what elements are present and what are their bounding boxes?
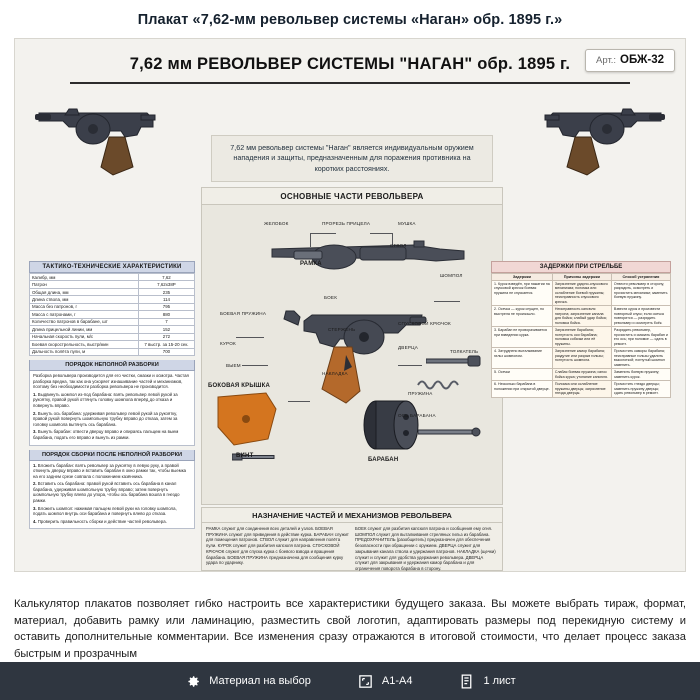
procedure-step: 3. Вынуть барабан: отвести дверцу вправо и опираясь пальцем на выем барабана, подать его вправо и вынуть из рамки. (33, 429, 179, 440)
sheet-icon (458, 673, 475, 690)
spec-value: 7 (138, 318, 194, 325)
side-cover-part (210, 387, 282, 449)
spec-param: Длина прицельной линии, мм (30, 326, 139, 333)
label-bokovaya-kryshka: БОКОВАЯ КРЫШКА (208, 383, 271, 389)
label-baraban: БАРАБАН (368, 457, 399, 463)
procedure-step: 4. Проверить правильность сборки и действие частей револьвера. (33, 518, 167, 524)
label-dvertsa: ДВЕРЦА (398, 345, 418, 350)
label-prorez: ПРОРЕЗЬ ПРИЦЕЛА (322, 221, 371, 226)
spec-value: 114 (138, 296, 194, 303)
pusher-part (426, 355, 482, 367)
malfunction-row (492, 369, 671, 381)
label-boek: БОЕК (324, 295, 338, 300)
footer-label-sheets: 1 лист (483, 675, 516, 687)
label-stvol: СТВОЛ (390, 243, 407, 248)
label-vyem: ВЫЕМ (226, 363, 241, 368)
malfunction-row (492, 327, 671, 348)
spec-param: Длина ствола, мм (30, 296, 139, 303)
spec-param: Масса без патронов, г (30, 303, 139, 310)
spec-param: Количество патронов в барабане, шт (30, 318, 139, 325)
disassembly-heading: ПОРЯДОК НЕПОЛНОЙ РАЗБОРКИ (29, 360, 195, 371)
procedure-step: 1. Выдвинуть шомпол из-под барабана: взять револьвер левой рукой за рукоятку, правой рукой оттянуть головку шомпола вперёд до отказа и повернуть вправо. (33, 391, 178, 409)
left-tables (29, 261, 195, 529)
label-mushka: МУШКА (398, 221, 416, 226)
spec-param: Масса с патронами, г (30, 311, 139, 318)
disassembly-intro: Разборка револьвера производится для его чистки, смазки и осмотра. Частая разборка вредна, так как она ускоряет изнашивание частей и механизмов, поэтому без необходимости разборка револьвера не производится. (33, 373, 189, 390)
malfunction-cell: Слабая боевая пружина; износ бойка курка; утопание капсюля. (552, 369, 611, 381)
malfunction-heading: ЗАДЕРЖКИ ПРИ СТРЕЛЬБЕ (491, 261, 671, 273)
leader-line (242, 365, 268, 366)
spec-param: Боевая скорострельность, выстр/мин (30, 341, 139, 348)
poster-title: 7,62 мм РЕВОЛЬВЕР СИСТЕМЫ "НАГАН" обр. 1895 г. (129, 55, 571, 73)
malfunction-column-header: Причины задержки (552, 274, 611, 281)
malfunction-cell: 5. Осечки (492, 369, 553, 381)
label-sterzhen: СТЕРЖЕНЬ (328, 327, 356, 332)
assembly-heading: ПОРЯДОК СБОРКИ ПОСЛЕ НЕПОЛНОЙ РАЗБОРКИ (29, 450, 195, 461)
spec-row (30, 326, 195, 333)
malfunction-row (492, 381, 671, 397)
spec-row (30, 281, 195, 288)
malfunction-table-wrap (491, 261, 671, 398)
spec-param: Калибр, мм (30, 274, 139, 281)
footer-item-material (184, 673, 311, 690)
spec-value: 880 (138, 311, 194, 318)
leader-line (370, 233, 392, 234)
parts-diagram (202, 205, 502, 477)
label-vint: ВИНТ (236, 453, 254, 459)
footer-bar (0, 662, 700, 700)
label-nakladka: НАКЛАДКА (322, 371, 348, 376)
spec-row (30, 333, 195, 340)
label-boevaya-pruzhina: БОЕВАЯ ПРУЖИНА (220, 311, 267, 316)
spec-value: 7,62 (138, 274, 194, 281)
malfunction-cell: 4. Затруднено выталкивание гильз шомполом. (492, 348, 553, 369)
article-value: ОБЖ-32 (620, 54, 664, 66)
spec-row (30, 311, 195, 318)
malfunction-cell: Отвести револьвер в сторону, разрядить, осмотреть и прочистить механизм; заменить боевую пружину. (611, 281, 670, 306)
spec-param: Дальность полёта пули, м (30, 348, 139, 355)
format-icon (357, 673, 374, 690)
disassembly-body (29, 371, 195, 445)
label-pruzhina: ПРУЖИНА (408, 391, 433, 396)
drum-part (354, 397, 420, 453)
poster-image (14, 38, 686, 572)
spec-row (30, 274, 195, 281)
label-kurok: КУРОК (220, 341, 236, 346)
malfunction-cell: Загрязнение барабана; погнутость оси барабана; поломка собачки или её пружины. (552, 327, 611, 348)
malfunction-cell: Заменить боевую пружину; заменить курок. (611, 369, 670, 381)
description-text: Калькулятор плакатов позволяет гибко настроить все характеристики будущего заказа. Вы можете выбрать тираж, формат, материал, добавить рамку или ламинацию, разместить свой логотип, адаптировать размеры под перекидную систему и оставить дополнительные комментарии. Все изменения сразу отражаются в итоговой стоимости, что делает процесс заказа быстрым и прозрачным (14, 598, 686, 660)
purpose-panel (201, 507, 503, 571)
procedure-step: 2. Вынуть ось барабана: удерживая револьвер левой рукой за рукоятку, правой рукой повернуть шомпольную трубку вправо до отказа, затем за головку шомпола вытянуть ось барабана. (33, 410, 178, 427)
spec-row (30, 348, 195, 355)
malfunction-cell: Загрязнение камор барабана; раздутие или разрыв гильзы; погнутость шомпола. (552, 348, 611, 369)
label-shompol: ШОМПОЛ (440, 273, 463, 278)
purpose-heading: НАЗНАЧЕНИЕ ЧАСТЕЙ И МЕХАНИЗМОВ РЕВОЛЬВЕРА (202, 508, 502, 523)
label-ramka: РАМКА (300, 261, 322, 267)
malfunction-row (492, 306, 671, 327)
footer-item-format (357, 673, 413, 690)
malfunction-row (492, 281, 671, 306)
main-parts-panel (201, 187, 503, 505)
leader-line (310, 233, 311, 247)
axis-part (418, 427, 482, 437)
label-tolkatel: ТОЛКАТЕЛЬ (450, 349, 479, 354)
spec-value: 7,62х38Р (138, 281, 194, 288)
footer-label-material: Материал на выбор (209, 675, 311, 687)
spec-value: 235 (138, 288, 194, 295)
malfunction-cell: Поломка или ослабление пружины дверцы; загрязнение гнезда дверцы. (552, 381, 611, 397)
spec-row (30, 303, 195, 310)
spec-param: Общая длина, мм (30, 288, 139, 295)
leader-line (236, 337, 264, 338)
gear-icon (184, 673, 201, 690)
malfunction-cell: 2. Осечка — курок спущен, но выстрела не произошло. (492, 306, 553, 327)
spec-value: 152 (138, 326, 194, 333)
spec-row (30, 318, 195, 325)
malfunction-cell: Взвести курок и произвести повторный спуск; если осечка повторится — разрядить револьвер и осмотреть боёк. (611, 306, 670, 327)
spec-table (29, 273, 195, 356)
spec-heading: ТАКТИКО-ТЕХНИЧЕСКИЕ ХАРАКТЕРИСТИКИ (29, 261, 195, 273)
malfunction-column-header: Способ устранения (611, 274, 670, 281)
main-parts-heading: ОСНОВНЫЕ ЧАСТИ РЕВОЛЬВЕРА (202, 188, 502, 205)
footer-item-sheets (458, 673, 515, 690)
malfunction-cell: 3. Барабан не проворачивается при взведении курка. (492, 327, 553, 348)
spec-param: Патрон (30, 281, 139, 288)
intro-text: 7,62 мм револьвер системы "Наган" является индивидуальным оружием нападения и защиты, предназначенным для поражения противника на коротких расстояниях. (211, 135, 493, 182)
spec-value: 795 (138, 303, 194, 310)
poster-wrapper (14, 38, 686, 578)
malfunction-row (492, 348, 671, 369)
leader-line (434, 301, 460, 302)
malfunction-cell: 1. Курок взведён, при нажатии на спусковой крючок боевая пружина не спускается. (492, 281, 553, 306)
malfunction-cell: 6. Несколько барабана в положении при открытой дверце. (492, 381, 553, 397)
malfunction-cell: Разрядить револьвер, прочистить и смазать барабан и его ось; при поломке — сдать в ремонт. (611, 327, 670, 348)
procedure-step: 3. Вложить шомпол: нажимая пальцем левой руки на головку шомпола, подать шомпол внутрь оси барабана и повернуть влево до отказа. (33, 505, 177, 517)
purpose-col-2: БОЕК служит для разбития капсюля патрона и сообщения ему огня. ШОМПОЛ служит для выталкивания стреляных гильз из барабана. ПРЕДОХРАНИТЕЛЬ (разобщитель) предназначен для обеспечения безопасности при обращении с оружием. ДВЕРЦА служит для закрывания канала ствола и удержания патронов. НАКЛАДКА (щечки) служит и служит для удобства удержания револьвера. ДВЕРЦА служит для закрывания и удержания камор барабана и для ограничения поворота барабана в сторону. (355, 526, 496, 571)
malfunction-cell: Неисправность капсюля патрона; загрязнение канала для бойка; слабый удар бойка; поломка бойка. (552, 306, 611, 327)
revolver-illustration-right (521, 83, 671, 179)
label-zhelobok: ЖЕЛОБОК (264, 221, 289, 226)
leader-line (288, 401, 310, 402)
spec-value: 272 (138, 333, 194, 340)
malfunction-cell: Прочистить каморы барабана; неисправные гильзы удалить выколоткой; погнутый шомпол заменить. (611, 348, 670, 369)
procedure-step: 1. Вложить барабан: взять револьвер за рукоятку в левую руку, а правой откинуть дверцу вправо и вставить барабан в окно рамки так, чтобы выемка на его заднем срезе совпала с положением казённика. (33, 462, 187, 479)
malfunction-table (491, 273, 671, 398)
revolver-diagram-top (264, 227, 474, 287)
malfunction-cell: Прочистить гнездо дверцы; заменить пружину дверцы; сдать револьвер в ремонт. (611, 381, 670, 397)
article-label: Арт.: (596, 55, 617, 66)
spec-row (30, 296, 195, 303)
malfunction-cell: Загрязнение ударно-спускового механизма; поломка или ослабление боевой пружины; неисправность спускового крючка. (552, 281, 611, 306)
spec-row (30, 341, 195, 348)
spec-row (30, 288, 195, 295)
leader-line (398, 365, 422, 366)
page-title: Плакат «7,62-мм револьвер системы «Наган» обр. 1895 г.» (137, 12, 563, 28)
label-spuskovoy-kryuchok: СПУСКОВОЙ КРЮЧОК (398, 321, 451, 326)
article-badge (585, 49, 675, 72)
purpose-col-1: РАМКА служит для соединения всех деталей и узлов. БОЕВАЯ ПРУЖИНА служит для приведения в действие курка. БАРАБАН служит для помещения патронов. СТВОЛ служит для направления полёта пули. КУРОК служит для разбития капсюля патрона. СПУСКОВОЙ КРЮЧОК служит для спуска курка с боевого взвода и вращения барабана. БОЕВАЯ ПРУЖИНА предназначена для сообщения курку удара по ударнику. (206, 526, 349, 566)
spec-value: 700 (138, 348, 194, 355)
spec-value: 7 выстр. за 15-20 сек. (138, 341, 194, 348)
revolver-illustration-left (29, 83, 179, 179)
label-os-barabana: ОСЬ БАРАБАНА (398, 413, 436, 418)
procedure-step: 2. Вставить ось барабана: правой рукой вставить ось барабана в канал барабана, удерживая шомпольную трубку вправо; затем повернуть шомпольную трубку влево до упора, чтобы ось барабана вошла в гнездо рамки. (33, 481, 180, 503)
assembly-body (29, 461, 195, 530)
malfunction-column-header: Задержки (492, 274, 553, 281)
footer-label-format: A1-A4 (381, 675, 413, 687)
spec-param: Начальная скорость пули, м/с (30, 333, 139, 340)
leader-line (310, 233, 336, 234)
